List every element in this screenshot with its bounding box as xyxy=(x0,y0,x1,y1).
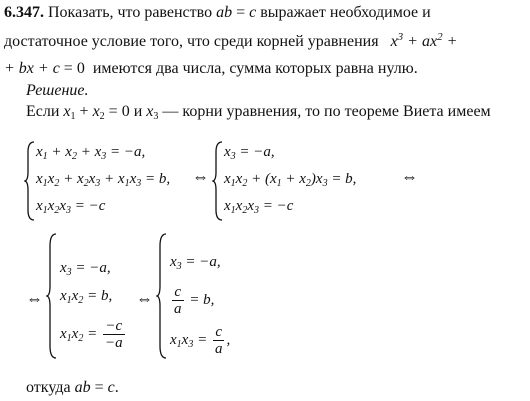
brace-icon xyxy=(212,140,224,222)
system-2-eq-2: $x_1x_2 + (x_1 + x_2)x_3 = b$, xyxy=(224,171,357,189)
system-1-eq-2: $x_1x_2 + x_2x_3 + x_1x_3 = b$, xyxy=(36,171,171,189)
problem-line-1 xyxy=(4,4,431,22)
equivalence-symbol: ⇔ xyxy=(192,167,209,186)
conclusion: откуда ab = c. xyxy=(26,379,119,396)
problem-line-2 xyxy=(4,33,457,51)
brace-icon xyxy=(46,232,58,360)
equivalence-symbol: ⇔ xyxy=(26,289,43,308)
system-3-eq-2: $x_1x_2 = b$, xyxy=(60,288,113,306)
system-4-eq-2: $\frac{c}{a}$ = b, xyxy=(174,284,215,317)
system-2-eq-3: $x_1x_2x_3 = -c$ xyxy=(224,198,294,216)
system-1-eq-3: $x_1x_2x_3 = -c$ xyxy=(36,198,106,216)
system-2-eq-1: $x_3 = -a$, xyxy=(224,144,275,162)
system-4-eq-3: $x_1x_3$ = $\frac{c}{a}$ , xyxy=(170,324,231,357)
system-3-eq-1: $x_3 = -a$, xyxy=(60,260,111,278)
problem-line-1-text: Показать, что равенство ab = c выражает необходимое и xyxy=(48,4,431,21)
system-3-eq-3: $x_1x_2$ = $\frac{-c}{-a}$ xyxy=(60,318,123,351)
brace-icon xyxy=(156,232,168,360)
equivalence-symbol: ⇔ xyxy=(401,167,418,186)
system-1-eq-1: $x_1 + x_2 + x_3 = -a$, xyxy=(36,144,146,162)
problem-line-2-text: достаточное условие того, что среди корней уравнения xyxy=(4,33,379,50)
system-4-eq-1: $x_3 = -a$, xyxy=(170,254,221,272)
brace-icon xyxy=(24,140,36,222)
solution-heading: Решение. xyxy=(26,82,89,99)
problem-line-2-equation: $x^3 + ax^2$ + xyxy=(390,31,458,50)
solution-intro: Если $x_1 + x_2 = 0$ и $x_3$ — корни уравнения, то по теореме Виета имеем xyxy=(26,103,491,122)
problem-line-3: + bx + c = 0 имеются два числа, сумма которых равна нулю. xyxy=(4,60,418,77)
equivalence-symbol: ⇔ xyxy=(136,289,153,308)
problem-number: 6.347. xyxy=(4,4,44,21)
